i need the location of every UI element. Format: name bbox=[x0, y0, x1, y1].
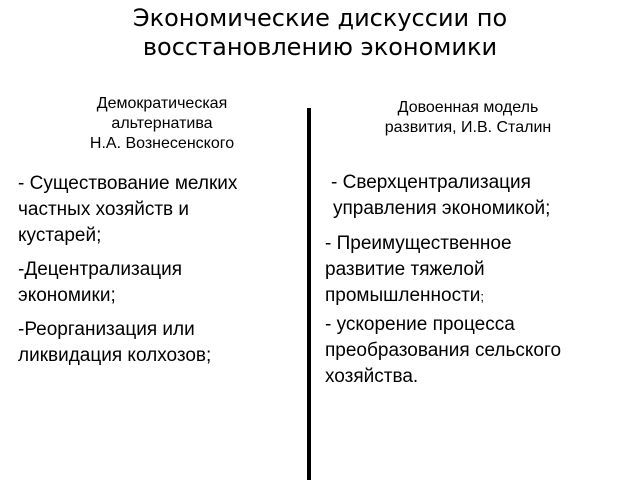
left-item-decentralization bbox=[18, 257, 300, 309]
right-item-agriculture bbox=[325, 312, 625, 390]
list-item-line: кустарей; bbox=[18, 225, 102, 246]
left-heading-line-1: Демократическая bbox=[96, 95, 228, 112]
list-item-line: - Сверхцентрализация bbox=[331, 172, 531, 193]
right-heading-line-2: развития, И.В. Сталин bbox=[384, 119, 552, 136]
list-item-text: промышленности bbox=[325, 285, 481, 306]
list-item-line: - Преимущественное bbox=[325, 233, 512, 254]
list-item-line: -Реорганизация или bbox=[18, 319, 195, 340]
list-item-end-mark: ; bbox=[480, 289, 485, 304]
right-item-heavy-industry bbox=[325, 231, 625, 310]
list-item-line: преобразования сельского bbox=[325, 340, 562, 361]
list-item-line: управления экономикой; bbox=[333, 198, 551, 219]
left-item-small-farms bbox=[18, 171, 300, 249]
right-heading-line-1: Довоенная модель bbox=[397, 99, 539, 116]
list-item-line: -Децентрализация bbox=[18, 259, 183, 280]
list-item-line: экономики; bbox=[18, 285, 116, 306]
left-heading-line-3: Н.А. Вознесенского bbox=[89, 135, 235, 152]
list-item-line bbox=[325, 283, 625, 310]
left-heading-line-2: альтернатива bbox=[111, 115, 213, 132]
title-line-1: Экономические дискуссии по bbox=[132, 4, 508, 32]
page-title bbox=[0, 4, 640, 62]
list-item-line: - Существование мелких bbox=[18, 173, 238, 194]
list-item-line: хозяйства. bbox=[325, 366, 419, 387]
title-line-2: восстановлению экономики bbox=[142, 33, 498, 61]
list-item-line: частных хозяйств и bbox=[18, 199, 190, 220]
list-item-line: - ускорение процесса bbox=[325, 314, 515, 335]
right-item-supercentralization bbox=[331, 170, 631, 222]
right-column-heading bbox=[328, 98, 608, 138]
list-item-line: развитие тяжелой bbox=[325, 259, 485, 280]
list-item-line: ликвидация колхозов; bbox=[18, 345, 212, 366]
left-item-kolkhoz-reorganization bbox=[18, 317, 300, 369]
left-column-heading bbox=[40, 94, 284, 154]
column-divider bbox=[307, 108, 311, 480]
